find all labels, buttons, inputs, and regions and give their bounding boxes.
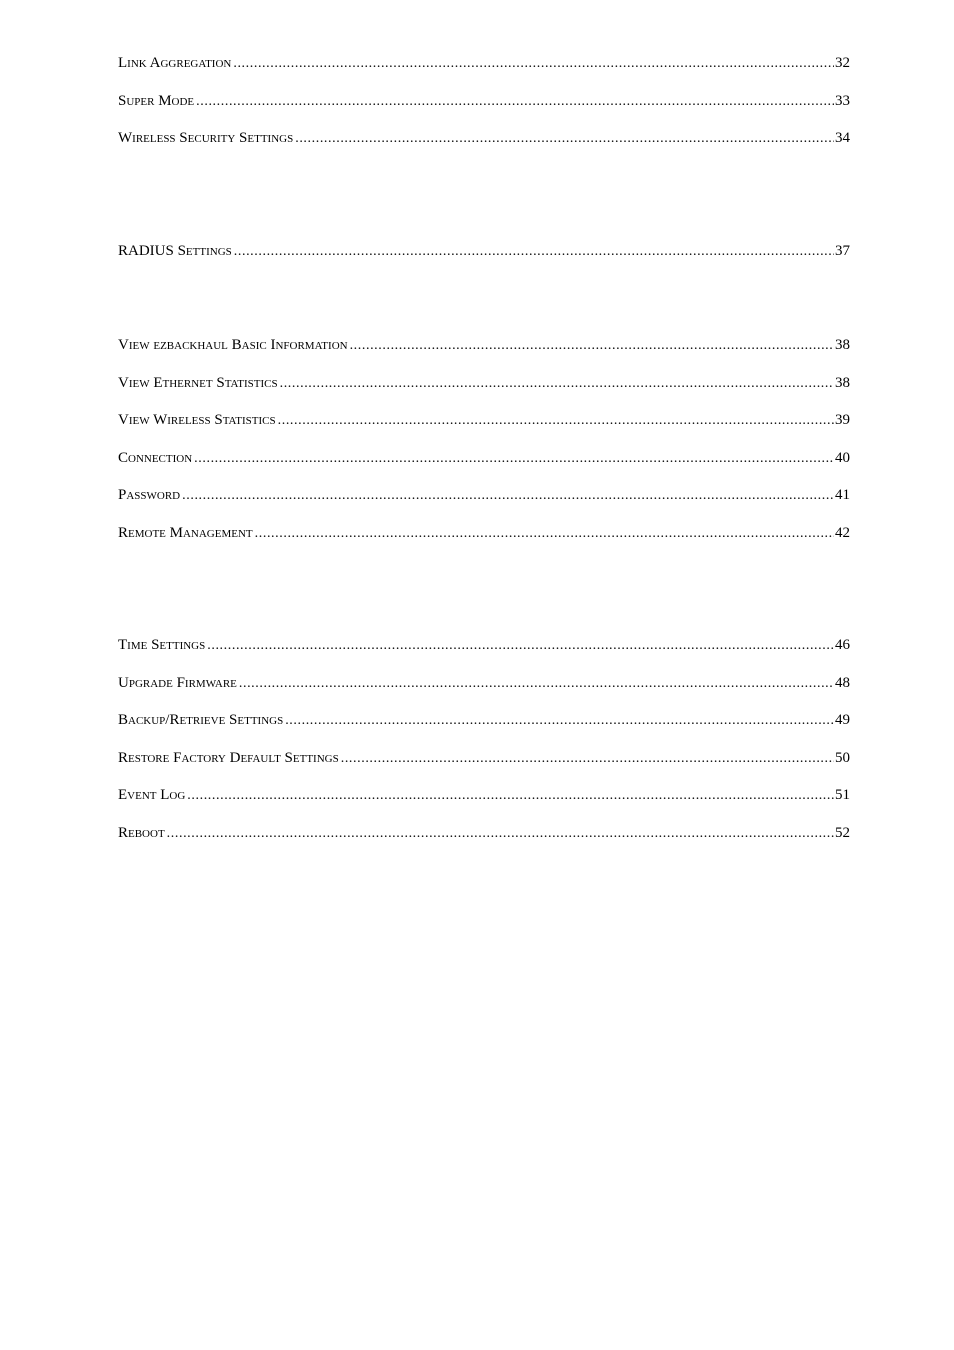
- toc-entry-title: Connection: [118, 450, 193, 466]
- toc-entry-page-number: 52: [835, 825, 850, 841]
- toc-entry-page-number: 46: [835, 637, 850, 653]
- toc-entry-page-number: 32: [835, 55, 850, 71]
- toc-entry-upgrade-firmware[interactable]: [118, 673, 850, 693]
- toc-entry-event-log[interactable]: [118, 785, 850, 805]
- toc-entry-page-number: 38: [835, 337, 850, 353]
- toc-entry-view-basic-information[interactable]: [118, 335, 850, 355]
- toc-entry-page-number: 33: [835, 93, 850, 109]
- toc-entry-title: Password: [118, 487, 181, 503]
- toc-entry-title: RADIUS Settings: [118, 243, 232, 259]
- toc-entry-password[interactable]: [118, 485, 850, 505]
- toc-entry-page-number: 41: [835, 487, 850, 503]
- toc-entry-page-number: 42: [835, 525, 850, 541]
- toc-entry-title: Restore Factory Default Settings: [118, 750, 339, 766]
- toc-dot-leader: [187, 786, 834, 806]
- toc-dot-leader: [234, 242, 834, 262]
- toc-entry-page-number: 34: [835, 130, 850, 146]
- toc-dot-leader: [280, 374, 834, 394]
- toc-dot-leader: [239, 674, 834, 694]
- toc-entry-page-number: 37: [835, 243, 850, 259]
- toc-entry-page-number: 40: [835, 450, 850, 466]
- toc-entry-link-aggregation[interactable]: [118, 53, 850, 73]
- toc-entry-wireless-security-settings[interactable]: [118, 128, 850, 148]
- toc-entry-title: Time Settings: [118, 637, 206, 653]
- toc-entry-title: Wireless Security Settings: [118, 130, 294, 146]
- toc-entry-radius-settings[interactable]: [118, 241, 850, 261]
- toc-entry-title: Remote Management: [118, 525, 253, 541]
- toc-dot-leader: [196, 92, 834, 112]
- toc-entry-title: Upgrade Firmware: [118, 675, 237, 691]
- toc-entry-view-wireless-statistics[interactable]: [118, 410, 850, 430]
- toc-entry-title: Event Log: [118, 787, 186, 803]
- toc-entry-view-ethernet-statistics[interactable]: [118, 373, 850, 393]
- toc-entry-title: Backup/Retrieve Settings: [118, 712, 284, 728]
- toc-dot-leader: [182, 486, 834, 506]
- toc-entry-backup-retrieve-settings[interactable]: [118, 710, 850, 730]
- toc-entry-connection[interactable]: [118, 448, 850, 468]
- toc-entry-title: View Wireless Statistics: [118, 412, 276, 428]
- toc-entry-remote-management[interactable]: [118, 523, 850, 543]
- toc-entry-time-settings[interactable]: [118, 635, 850, 655]
- toc-entry-page-number: 48: [835, 675, 850, 691]
- toc-dot-leader: [278, 411, 834, 431]
- toc-entry-title: Reboot: [118, 825, 165, 841]
- toc-dot-leader: [295, 129, 834, 149]
- toc-entry-title: Super Mode: [118, 93, 195, 109]
- toc-dot-leader: [194, 449, 834, 469]
- toc-entry-title: View Ethernet Statistics: [118, 375, 278, 391]
- toc-entry-restore-factory-default-settings[interactable]: [118, 748, 850, 768]
- toc-entry-page-number: 49: [835, 712, 850, 728]
- toc-entry-page-number: 38: [835, 375, 850, 391]
- toc-dot-leader: [341, 749, 834, 769]
- toc-dot-leader: [350, 336, 834, 356]
- toc-entry-super-mode[interactable]: [118, 91, 850, 111]
- toc-dot-leader: [207, 636, 834, 656]
- toc-entry-page-number: 39: [835, 412, 850, 428]
- toc-dot-leader: [233, 54, 834, 74]
- toc-entry-page-number: 51: [835, 787, 850, 803]
- toc-entry-title: Link Aggregation: [118, 55, 232, 71]
- toc-dot-leader: [255, 524, 834, 544]
- toc-entry-page-number: 50: [835, 750, 850, 766]
- toc-dot-leader: [167, 824, 834, 844]
- toc-entry-reboot[interactable]: [118, 823, 850, 843]
- toc-entry-title: View ezbackhaul Basic Information: [118, 337, 348, 353]
- toc-dot-leader: [285, 711, 834, 731]
